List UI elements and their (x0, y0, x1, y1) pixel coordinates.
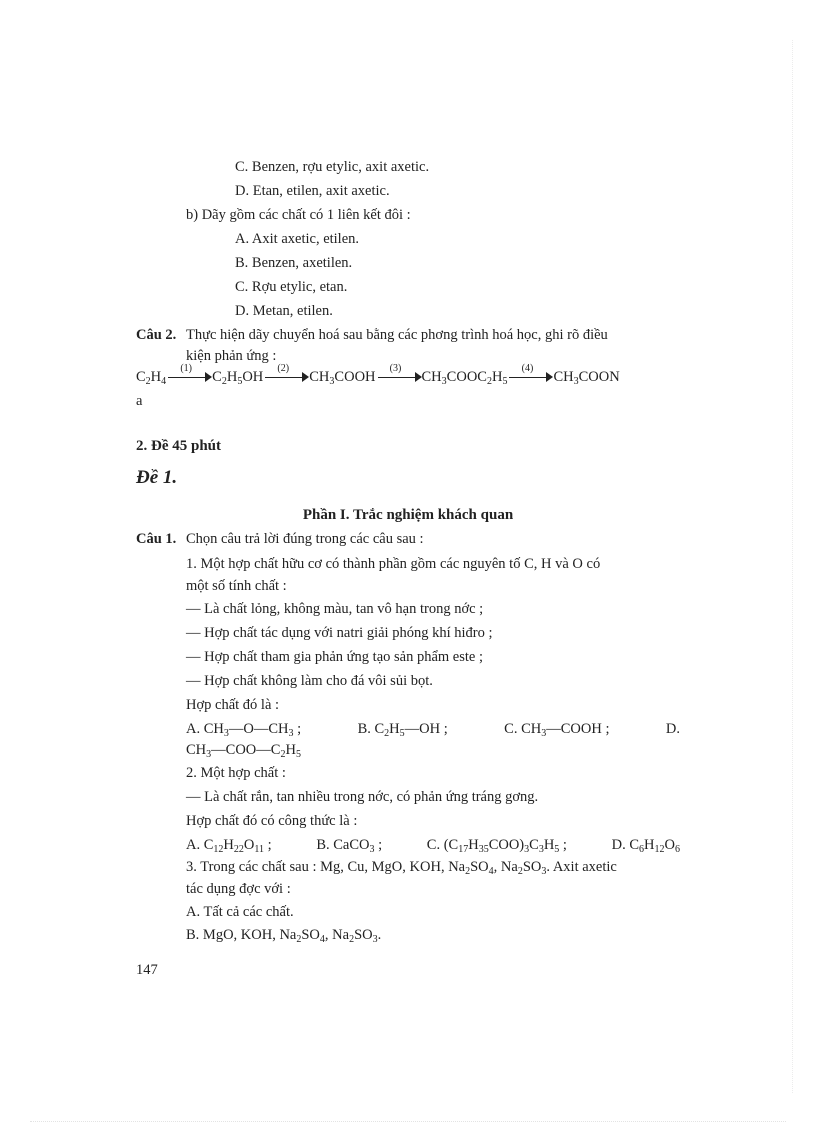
right-dotted-border (792, 40, 793, 1093)
bottom-dotted-border (30, 1121, 786, 1122)
q1-option-a: A. $CH_3—O—CH_3$ ; (186, 721, 302, 739)
part-b-prompt: b) Dãy gồm các chất có 1 liên kết đôi : (186, 207, 411, 223)
option-d: D. Etan, etilen, axit axetic. (235, 183, 390, 199)
q2-option-a: A. $C_{12}H_{22}O_{11}$ ; (186, 837, 272, 855)
part-b-option-a: A. Axit axetic, etilen. (235, 231, 360, 247)
cau1-label: Câu 1. (136, 531, 177, 547)
q3-option-b: B. MgO, KOH, $Na_2SO_4$, $Na_2SO_3$. (186, 927, 382, 945)
cau2-line1: Thực hiện dãy chuyển hoá sau bằng các phơng trình hoá học, ghi rõ điều (186, 327, 608, 343)
cau2-label: Câu 2. (136, 327, 177, 343)
q1-options (186, 720, 680, 738)
q1-option-b: B. $C_2H_5—OH$ ; (357, 721, 448, 739)
part-b-option-c: C. Rợu etylic, etan. (235, 279, 348, 295)
de-title: Đề 1. (136, 467, 178, 488)
chain-species-4: $CH_3COOC_2H_5$ (421, 369, 508, 387)
reaction-arrow-3: (3) (376, 368, 422, 386)
chain-species-1: $C_2H_4$ (136, 369, 167, 387)
reaction-arrow-2: (2) (263, 368, 309, 386)
q1-property: — Hợp chất tham gia phản ứng tạo sản phẩm este ; (186, 649, 483, 665)
chain-species-2: $C_2H_5OH$ (212, 369, 264, 387)
q2-property: — Là chất rắn, tan nhiều trong nớc, có phản ứng tráng gơng. (186, 789, 539, 805)
page-number: 147 (136, 962, 158, 978)
phan-title: Phần I. Trắc nghiệm khách quan (302, 507, 514, 523)
reaction-arrow-4: (4) (507, 368, 553, 386)
chain-species-3: $CH_3COOH$ (309, 369, 376, 387)
q1-option-d: D. (665, 721, 680, 737)
q2-option-c: C. $(C_{17}H_{35}COO)_3C_3H_5$ ; (426, 837, 567, 855)
q2-title: 2. Một hợp chất : (186, 765, 286, 781)
option-c: C. Benzen, rợu etylic, axit axetic. (235, 159, 430, 175)
q1-property: — Là chất lỏng, không màu, tan vô hạn trong nớc ; (186, 601, 484, 617)
section-title: 2. Đề 45 phút (136, 438, 222, 454)
q1-ask: Hợp chất đó là : (186, 697, 280, 713)
q2-option-d: D. $C_6H_{12}O_6$ (611, 837, 680, 855)
cau2-line2: kiện phản ứng : (186, 348, 277, 364)
part-b-option-d: D. Metan, etilen. (235, 303, 333, 319)
q3-option-a: A. Tất cả các chất. (186, 904, 294, 920)
q3-line1: 3. Trong các chất sau : Mg, Cu, MgO, KOH, $Na_2SO_4$, $Na_2SO_3$. Axit axetic (186, 859, 617, 877)
q1-property: — Hợp chất không làm cho đá vôi sủi bọt. (186, 673, 433, 689)
q2-option-b: B. CaCO$_3$ ; (316, 837, 383, 855)
part-b-option-b: B. Benzen, axetilen. (235, 255, 353, 271)
q1-line1: 1. Một hợp chất hữu cơ có thành phần gồm các nguyên tố C, H và O có (186, 556, 601, 572)
q1-line2: một số tính chất : (186, 578, 287, 594)
chain-wrap: a (136, 393, 143, 409)
q3-line2: tác dụng đợc với : (186, 881, 291, 897)
cau1-intro: Chọn câu trả lời đúng trong các câu sau : (186, 531, 424, 547)
q1-option-c: C. $CH_3—COOH$ ; (504, 721, 610, 739)
reaction-arrow-1: (1) (166, 368, 212, 386)
q2-options (186, 836, 680, 854)
reaction-chain (136, 363, 620, 387)
q1-property: — Hợp chất tác dụng với natri giải phóng khí hiđro ; (186, 625, 493, 641)
q2-ask: Hợp chất đó có công thức là : (186, 813, 358, 829)
chain-species-5: $CH_3COON$ (553, 369, 620, 387)
q1-option-d-formula: $CH_3—COO—C_2H_5$ (186, 742, 301, 760)
